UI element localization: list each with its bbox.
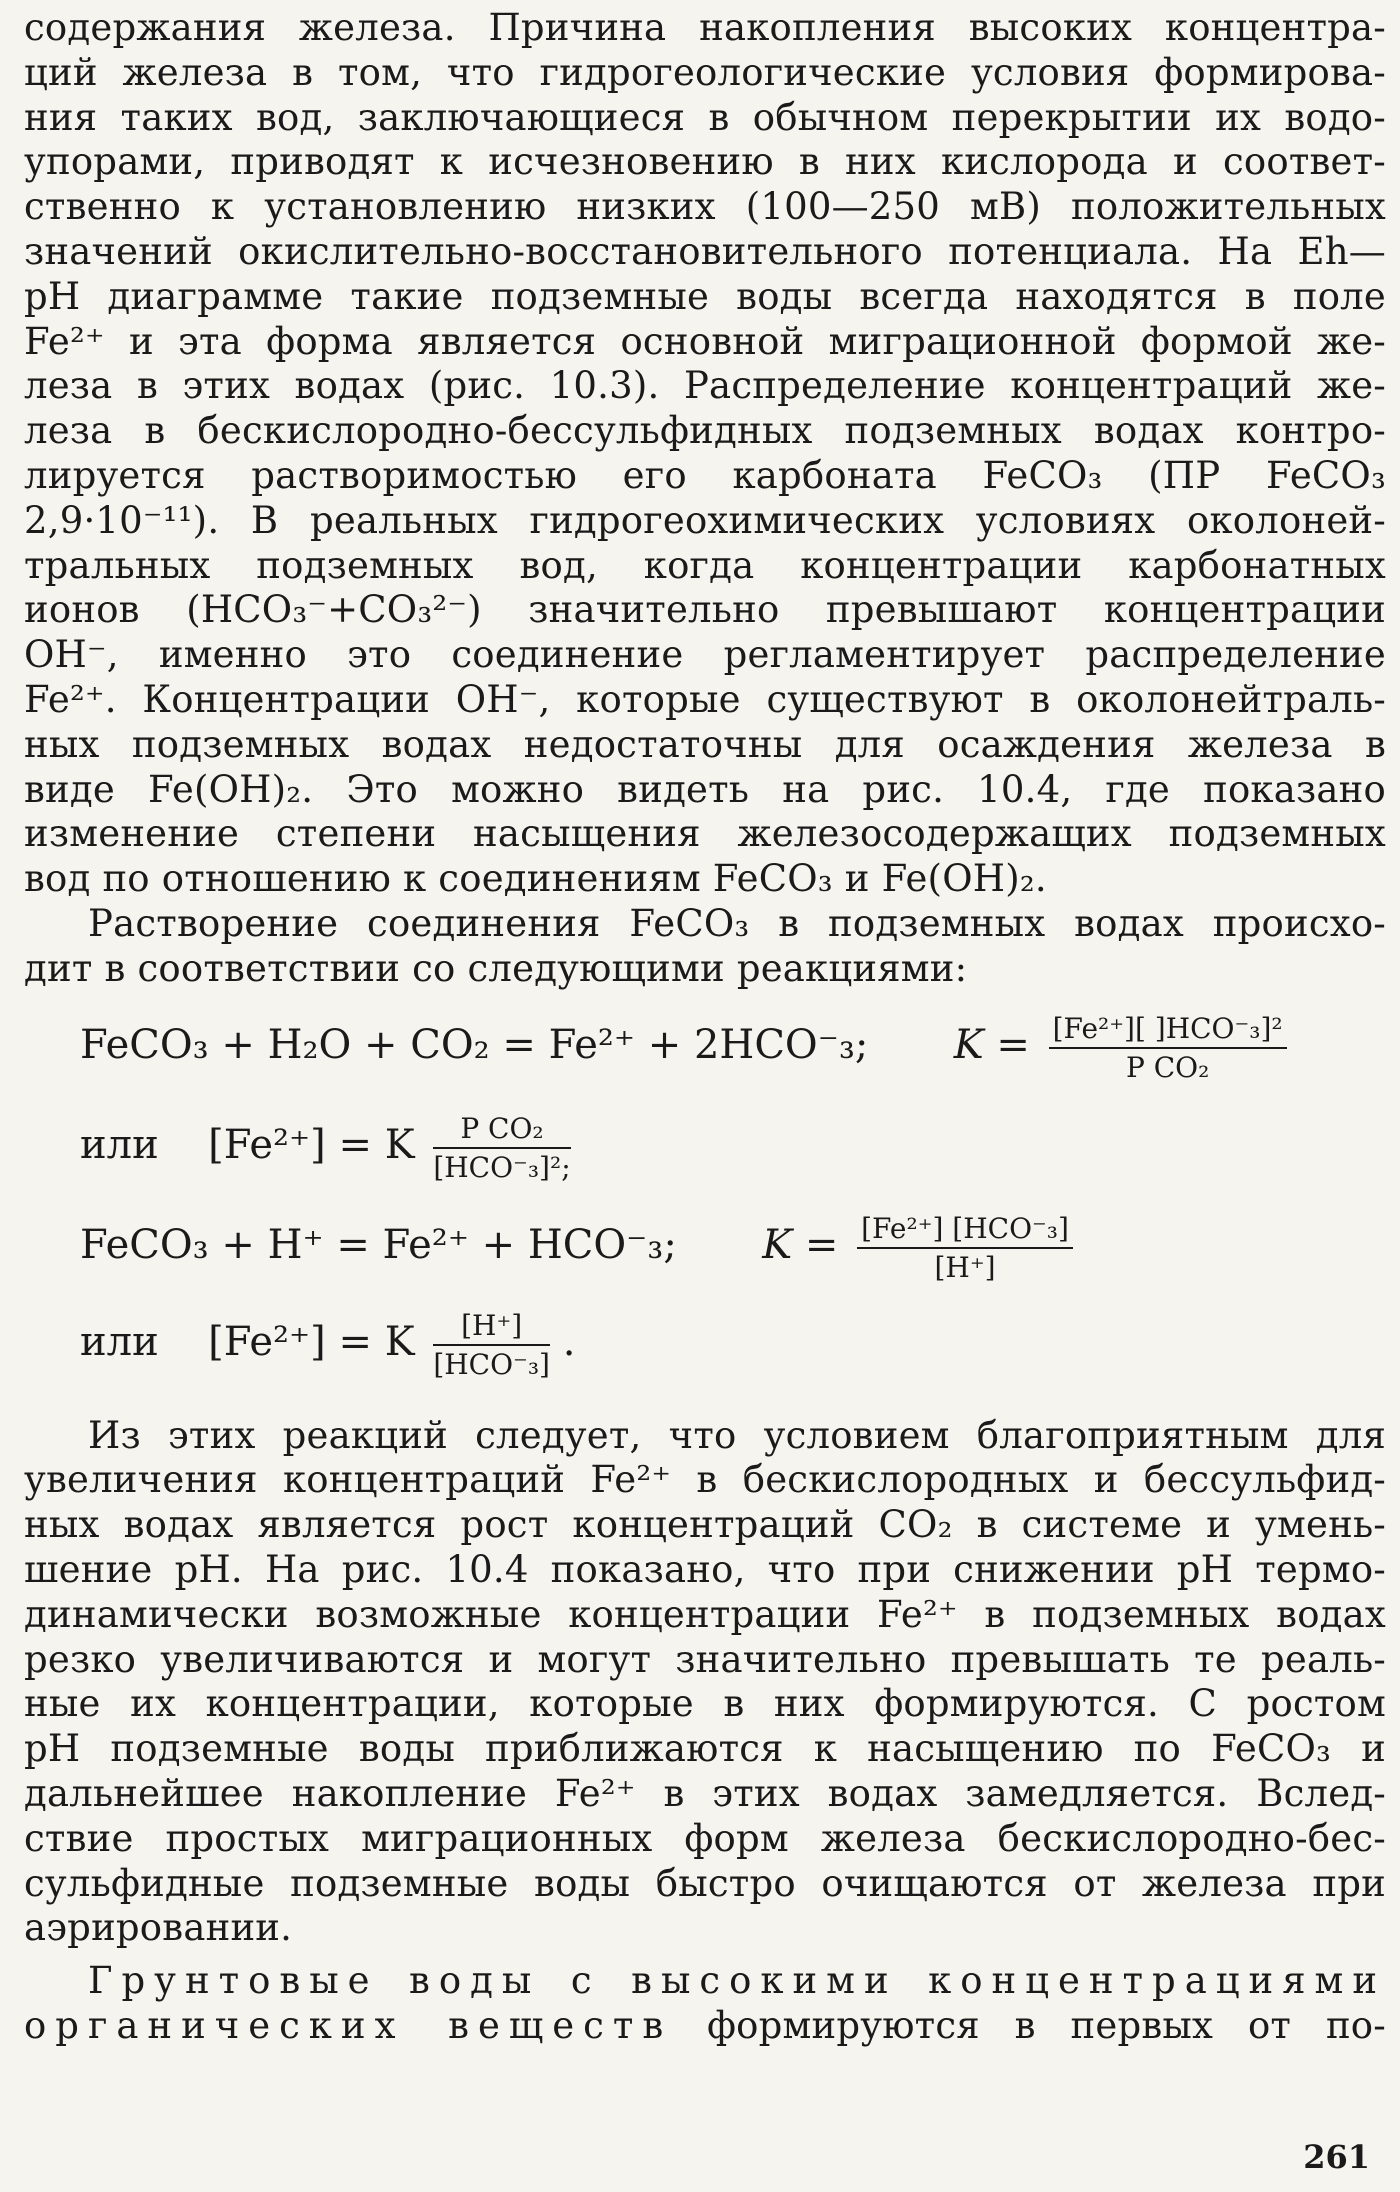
text-line: ных подземных водах недостаточны для осаждения железа в [24,722,1386,766]
text-line: динамически возможные концентрации Fe²⁺ в подземных водах [24,1592,1386,1636]
text-line: увеличения концентраций Fe²⁺ в бескислородных и бессульфид- [24,1458,1386,1502]
equation-4-end: . [562,1318,576,1365]
text-line: ния таких вод, заключающиеся в обычном перекрытии их водо- [24,95,1386,139]
paragraph-4 [24,1959,1386,2049]
text-line: ций железа в том, что гидрогеологические условия формирова- [24,50,1386,94]
text-line: леза в этих водах (рис. 10.3). Распределение концентраций же- [24,364,1386,408]
equation-3-denominator: [H⁺] [934,1250,996,1284]
text-line: pH диаграмме такие подземные воды всегда находятся в поле [24,274,1386,318]
equation-4-denominator: [HCO⁻₃] [433,1347,550,1381]
text-line: Растворение соединения FeCO₃ в подземных водах происхо- [88,901,1386,945]
book-page [24,6,1386,2049]
text-line: виде Fe(OH)₂. Это можно видеть на рис. 10.4, где показано [24,767,1386,811]
equation-4-fraction [433,1309,550,1381]
spaced-phrase: органических веществ [24,2003,673,2047]
text-line: ных водах является рост концентраций CO₂ в системе и умень- [24,1503,1386,1547]
text-line: OH⁻, именно это соединение регламентирует распределение [24,633,1386,677]
text-line: pH подземные воды приближаются к насыщению по FeCO₃ и [24,1727,1386,1771]
text-line: ственно к установлению низких (100—250 мВ) положительных [24,185,1386,229]
text-line: дальнейшее накопление Fe²⁺ в этих водах замедляется. Вслед- [24,1771,1386,1815]
equation-3-reaction: FeCO₃ + H⁺ = Fe²⁺ + HCO⁻₃; [80,1221,677,1268]
paragraph-1 [24,6,1386,902]
text-line: содержания железа. Причина накопления высоких концентра- [24,6,1386,49]
equation-3-k: K = [762,1221,839,1268]
equation-2-denominator: [HCO⁻₃]²; [433,1150,571,1184]
reaction-formulas [24,1004,1386,1414]
equation-2 [80,1112,571,1184]
equation-1-denominator: P CO₂ [1125,1050,1210,1084]
text-line: значений окислительно-восстановительного потенциала. На Eh— [24,229,1386,273]
paragraph-2 [24,902,1386,992]
equation-4-expression: [Fe²⁺] = K [208,1318,415,1365]
text-line [24,2004,1386,2049]
text-line: леза в бескислородно-бессульфидных подземных водах контро- [24,409,1386,453]
text-line: дит в соответствии со следующими реакциями: [24,946,968,990]
text-line: вод по отношению к соединениям FeCO₃ и Fe(OH)₂. [24,857,1047,901]
equation-3-fraction [857,1212,1073,1284]
text-line: тральных подземных вод, когда концентрации карбонатных [24,543,1386,587]
text-line: 2,9·10⁻¹¹). В реальных гидрогеохимических условиях околоней- [24,498,1386,542]
equation-4 [80,1309,575,1381]
text-line: аэрировании. [24,1906,293,1950]
text-line: Из этих реакций следует, что условием благоприятным для [88,1413,1386,1457]
equation-1-reaction: FeCO₃ + H₂O + CO₂ = Fe²⁺ + 2HCO⁻₃; [80,1021,869,1068]
text-line: лируется растворимостью его карбоната FeCO₃ (ПР FeCO₃ [24,453,1386,497]
text-line: резко увеличиваются и могут значительно превышать те реаль- [24,1637,1386,1681]
equation-1-k: K = [953,1021,1030,1068]
text-line: Fe²⁺ и эта форма является основной миграционной формой же- [24,319,1386,363]
text-line: сульфидные подземные воды быстро очищаются от железа при [24,1861,1386,1905]
equation-2-prefix: или [80,1121,159,1168]
equation-4-numerator: [H⁺] [433,1309,550,1346]
equation-1-numerator: [Fe²⁺][ ]HCO⁻₃]² [1049,1012,1287,1049]
text-line: упорами, приводят к исчезновению в них кислорода и соответ- [24,140,1386,184]
equation-2-numerator: P CO₂ [433,1112,570,1149]
equation-2-expression: [Fe²⁺] = K [208,1121,415,1168]
text-line: ные их концентрации, которые в них формируются. С ростом [24,1682,1386,1726]
text-line: Fe²⁺. Концентрации OH⁻, которые существуют в околонейтраль- [24,677,1386,721]
page-number: 261 [1303,2138,1370,2176]
text-line-rest: формируются в первых от по- [707,2003,1386,2047]
equation-1 [80,1012,1287,1084]
equation-4-prefix: или [80,1318,159,1365]
text-line: изменение степени насыщения железосодержащих подземных [24,812,1386,856]
equation-3-numerator: [Fe²⁺] [HCO⁻₃] [857,1212,1073,1249]
text-line: шение pH. На рис. 10.4 показано, что при снижении pH термо- [24,1547,1386,1591]
text-line: ствие простых миграционных форм железа бескислородно-бес- [24,1816,1386,1860]
equation-1-fraction [1049,1012,1287,1084]
text-line: Грунтовые воды с высокими концентрациями [88,1959,1386,2003]
text-line: ионов (HCO₃⁻+CO₃²⁻) значительно превышают концентрации [24,588,1386,632]
paragraph-3 [24,1414,1386,1952]
equation-2-fraction [433,1112,570,1184]
equation-3 [80,1212,1073,1284]
